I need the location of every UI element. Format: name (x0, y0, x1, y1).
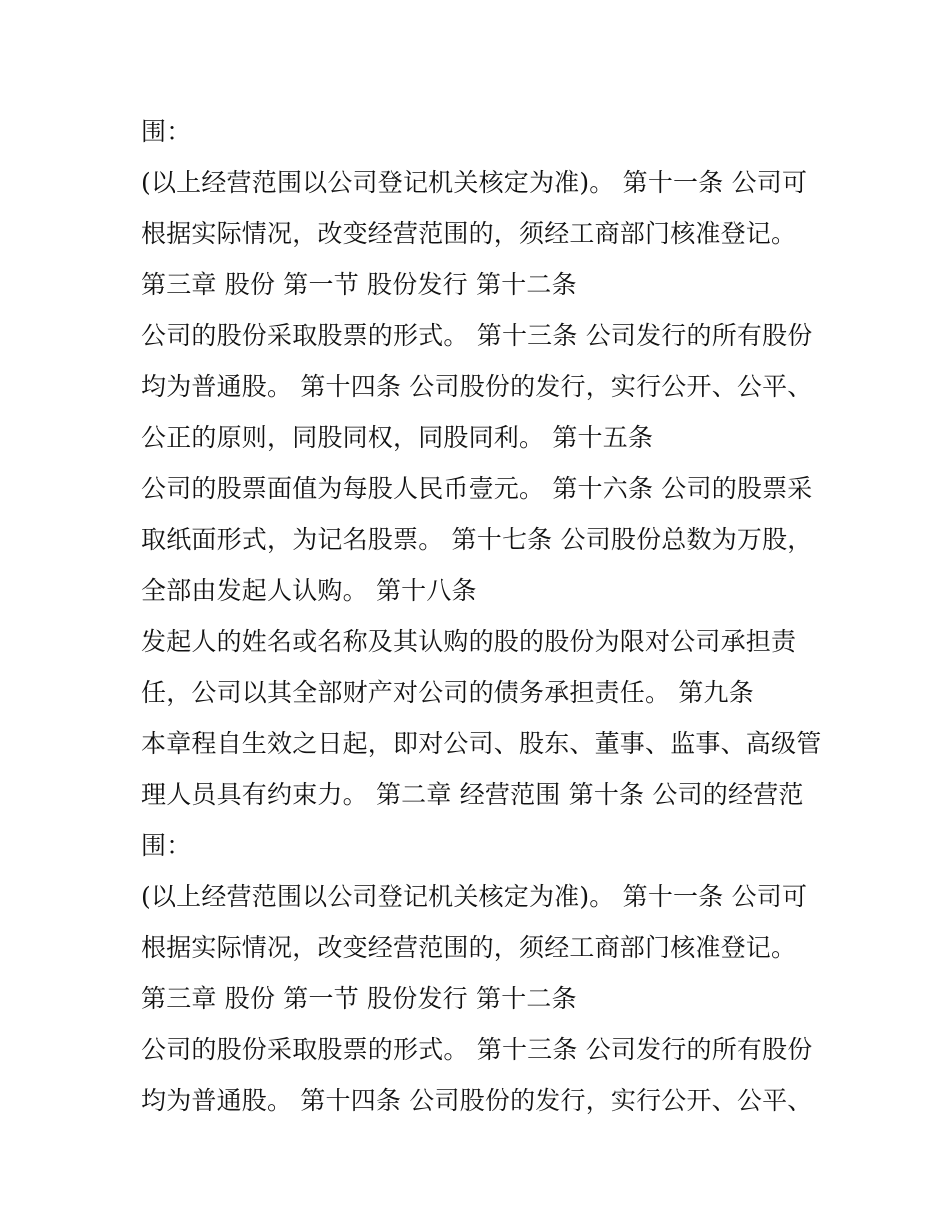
text-line: 发起人的姓名或名称及其认购的股的股份为限对公司承担责 (141, 627, 797, 656)
document-body (141, 106, 841, 1126)
text-line: 均为普通股。 第十四条 公司股份的发行，实行公开、公平、 (141, 1086, 813, 1115)
text-line: 根据实际情况，改变经营范围的，须经工商部门核准登记。 (141, 933, 797, 962)
text-line: 公司的股份采取股票的形式。 第十三条 公司发行的所有股份 (141, 1035, 813, 1064)
text-line: 围： (141, 831, 192, 860)
text-line: 取纸面形式，为记名股票。 第十七条 公司股份总数为万股， (141, 525, 813, 554)
text-line: 围： (141, 117, 192, 146)
text-line: 任，公司以其全部财产对公司的债务承担责任。 第九条 (141, 678, 754, 707)
text-line: 本章程自生效之日起，即对公司、股东、董事、监事、高级管 (141, 729, 822, 758)
text-line: (以上经营范围以公司登记机关核定为准)。 第十一条 公司可 (141, 882, 808, 911)
text-line: 第三章 股份 第一节 股份发行 第十二条 (141, 270, 577, 299)
text-line: 第三章 股份 第一节 股份发行 第十二条 (141, 984, 577, 1013)
text-line: 公正的原则，同股同权，同股同利。 第十五条 (141, 423, 654, 452)
text-line: 根据实际情况，改变经营范围的，须经工商部门核准登记。 (141, 219, 797, 248)
text-line: 理人员具有约束力。 第二章 经营范围 第十条 公司的经营范 (141, 780, 804, 809)
text-line: 均为普通股。 第十四条 公司股份的发行，实行公开、公平、 (141, 372, 813, 401)
text-line: 全部由发起人认购。 第十八条 (141, 576, 477, 605)
text-line: (以上经营范围以公司登记机关核定为准)。 第十一条 公司可 (141, 168, 808, 197)
text-line: 公司的股份采取股票的形式。 第十三条 公司发行的所有股份 (141, 321, 813, 350)
text-line: 公司的股票面值为每股人民币壹元。 第十六条 公司的股票采 (141, 474, 813, 503)
